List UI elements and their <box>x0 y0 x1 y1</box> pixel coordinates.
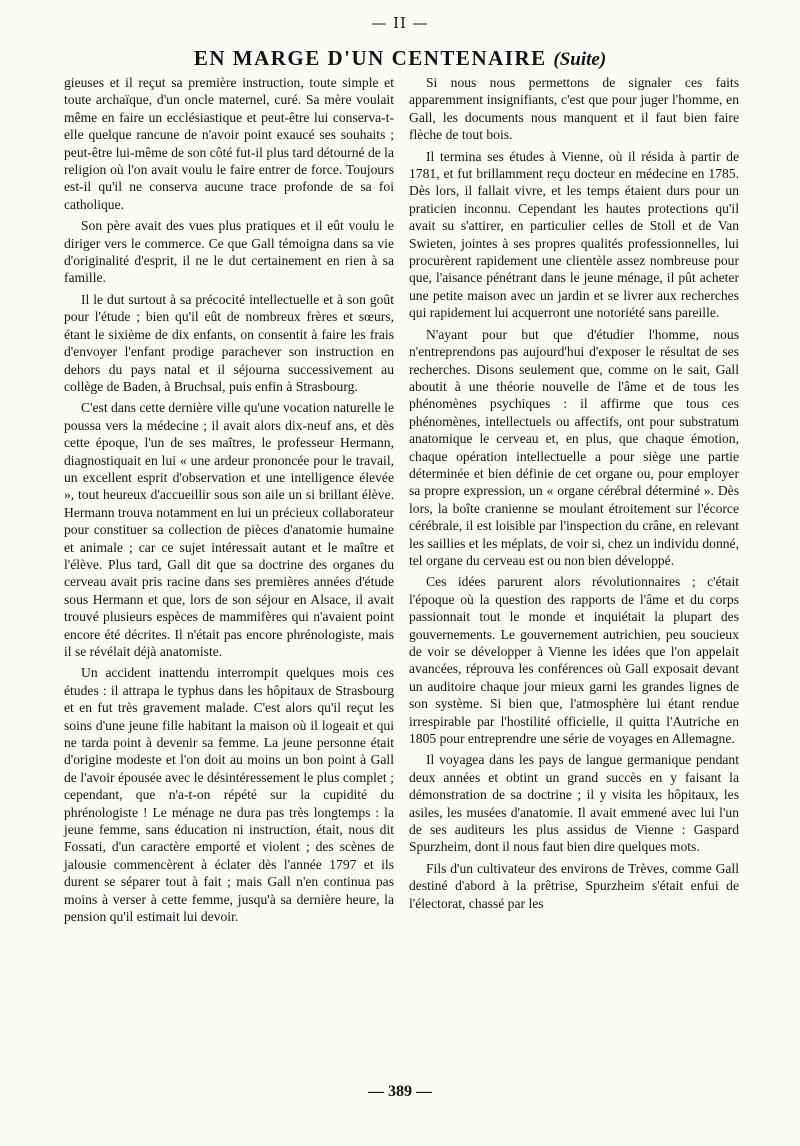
paragraph: Un accident inattendu interrompit quelques mois ces études : il attrapa le typhus dans les hôpitaux de Strasbourg et en fut très gravement malade. C'est alors qu'il reçut les soins d'une jeune fille habitant la maison où il logeait et qui ne tarda point à devenir sa femme. La jeune personne était d'origine modeste et l'on doit au moins un bon point à Gall de l'avoir épousée avec le désintéressement le plus complet ; cependant, que n'a-t-on répété sur la cupidité du phrénologiste ! Le ménage ne dura pas très longtemps : la jeune femme, sans éducation ni instruction, était, nous dit Fossati, d'un caractère emporté et violent ; des scènes de jalousie commencèrent à éclater dès l'année 1797 et ils durent se séparer tout à fait ; mais Gall n'en continua pas moins à verser à cette femme, jusqu'à sa dernière heure, la pension qu'il estimait lui devoir. <box>64 665 394 925</box>
paragraph: Il le dut surtout à sa précocité intellectuelle et à son goût pour l'étude ; bien qu'il eût de nombreux frères et sœurs, étant le sixième de dix enfants, on consentit à faire les frais d'envoyer l'enfant prodige parachever son instruction en dehors du pays natal et il séjourna successivement au collège de Baden, à Bruchsal, puis enfin à Strasbourg. <box>64 291 394 394</box>
page-number: — 389 — <box>368 1083 432 1100</box>
paragraph: N'ayant pour but que d'étudier l'homme, nous n'entreprendons pas aujourd'hui d'exposer le résultat de ses recherches. Disons seulement que, comme on le sait, Gall aboutit à une théorie nouvelle de l'âme et de tous les phénomènes psychiques : il affirme que tous ces phénomènes, intellectuels ou affectifs, ont pour substratum anatomique le cerveau et, en plus, que chaque émotion, chaque opération intellectuelle a pour siège une partie déterminée et bien définie de cet organe ou, pour employer sa propre expression, un « organe cérébral déterminé ». Dès lors, la boîte cranienne se moulant étroitement sur l'écorce cérébrale, il est loisible par l'inspection du crâne, en relevant les saillies et les méplats, de voir si, chez un individu donné, tel organe du cerveau est ou non bien développé. <box>409 326 739 568</box>
paragraph: C'est dans cette dernière ville qu'une vocation naturelle le poussa vers la médecine ; il avait alors dix-neuf ans, et dès cette époque, l'un de ses maîtres, le professeur Hermann, diagnostiquait en lui « une ardeur prononcée pour le travail, un excellent esprit d'observation et une intelligence élevée », tout heureux d'accueillir sous son aile un si brillant élève. Hermann trouva notamment en lui un précieux collaborateur pour constituer sa collection de pièces d'anatomie humaine et animale ; car ce sujet intéressait autant et le maître et l'élève. Plus tard, Gall dit que sa doctrine des organes du cerveau avait pris racine dans ses premières années d'étude sous Hermann et que, lors de son séjour en Alsace, il avait trouvé plusieurs espèces de mammifères qui n'avaient point encore été décrites. Il n'était pas encore phrénologiste, mais il se révélait déjà anatomiste. <box>64 400 394 659</box>
paragraph: Il termina ses études à Vienne, où il résida à partir de 1781, et fut brillamment reçu docteur en médecine en 1785. Dès lors, il fallait vivre, et les temps étaient durs pour un praticien inconnu. Cependant les hautes protections qu'il avait su s'attirer, en particulier celles de Stoll et de Van Swieten, jointes à ses propres qualités professionnelles, lui procurèrent rapidement une clientèle assez nombreuse pour que, l'aisance pénétrant dans le jeune ménage, il pût acheter une petite maison avec un jardin et se livrer aux recherches qui rapidement lui acquerront une notoriété sans pareille. <box>409 148 739 321</box>
paragraph: gieuses et il reçut sa première instruction, toute simple et toute archaïque, d'un oncle maternel, curé. Sa mère voulait même en faire un ecclésiastique et peut-être lui conserva-t-elle quelque rancune de n'avoir point exaucé ses souhaits ; peut-être lui-même de son côté fut-il plus tard détourné de la religion où l'on avait voulu le faire entrer de force. Toujours est-il qu'il ne conserva aucune trace profonde de sa foi catholique. <box>64 75 394 212</box>
paragraph: Ces idées parurent alors révolutionnaires ; c'était l'époque où la question des rapports de l'âme et du corps passionnait tout le monde et inquiétait la plupart des gouvernements. Le gouvernement autrichien, peu soucieux de voir se développer à Vienne les idées que l'on appelait avancées, réprouva les conférences où Gall exposait devant un auditoire chaque jour mieux garni les grandes lignes de son système. Si bien que, l'atmosphère lui étant rendue irrespirable par l'hostilité officielle, il quitta l'Autriche en 1805 pour entreprendre une série de voyages en Allemagne. <box>409 574 739 747</box>
right-column <box>409 74 739 916</box>
title-main: EN MARGE D'UN CENTENAIRE <box>193 46 547 70</box>
paragraph: Son père avait des vues plus pratiques et il eût voulu le diriger vers le commerce. Ce que Gall témoigna dans sa vie d'originalité d'esprit, il ne le dut certainement en rien à sa famille. <box>64 218 394 286</box>
paragraph: Si nous nous permettons de signaler ces faits apparemment insignifiants, c'est que pour juger l'homme, en Gall, les documents nous manquent et il faut bien faire flèche de tout bois. <box>409 75 739 143</box>
paragraph: Fils d'un cultivateur des environs de Trèves, comme Gall destiné d'abord à la prêtrise, Spurzheim s'était enfui de l'électorat, chassé par les <box>409 860 739 911</box>
page-title <box>0 46 800 71</box>
left-column <box>64 74 394 930</box>
paragraph: Il voyagea dans les pays de langue germanique pendant deux années et obtint un grand succès en y faisant la démonstration de sa doctrine ; il y visita les hôpitaux, les asiles, les musées d'anatomie. Il avait emmené avec lui l'un de ses auditeurs les plus assidus de Vienne : Gaspard Spurzheim, dont il nous faut bien dire quelques mots. <box>409 752 739 855</box>
title-suite: (Suite) <box>553 49 607 70</box>
page-marker: — II — <box>371 14 429 32</box>
